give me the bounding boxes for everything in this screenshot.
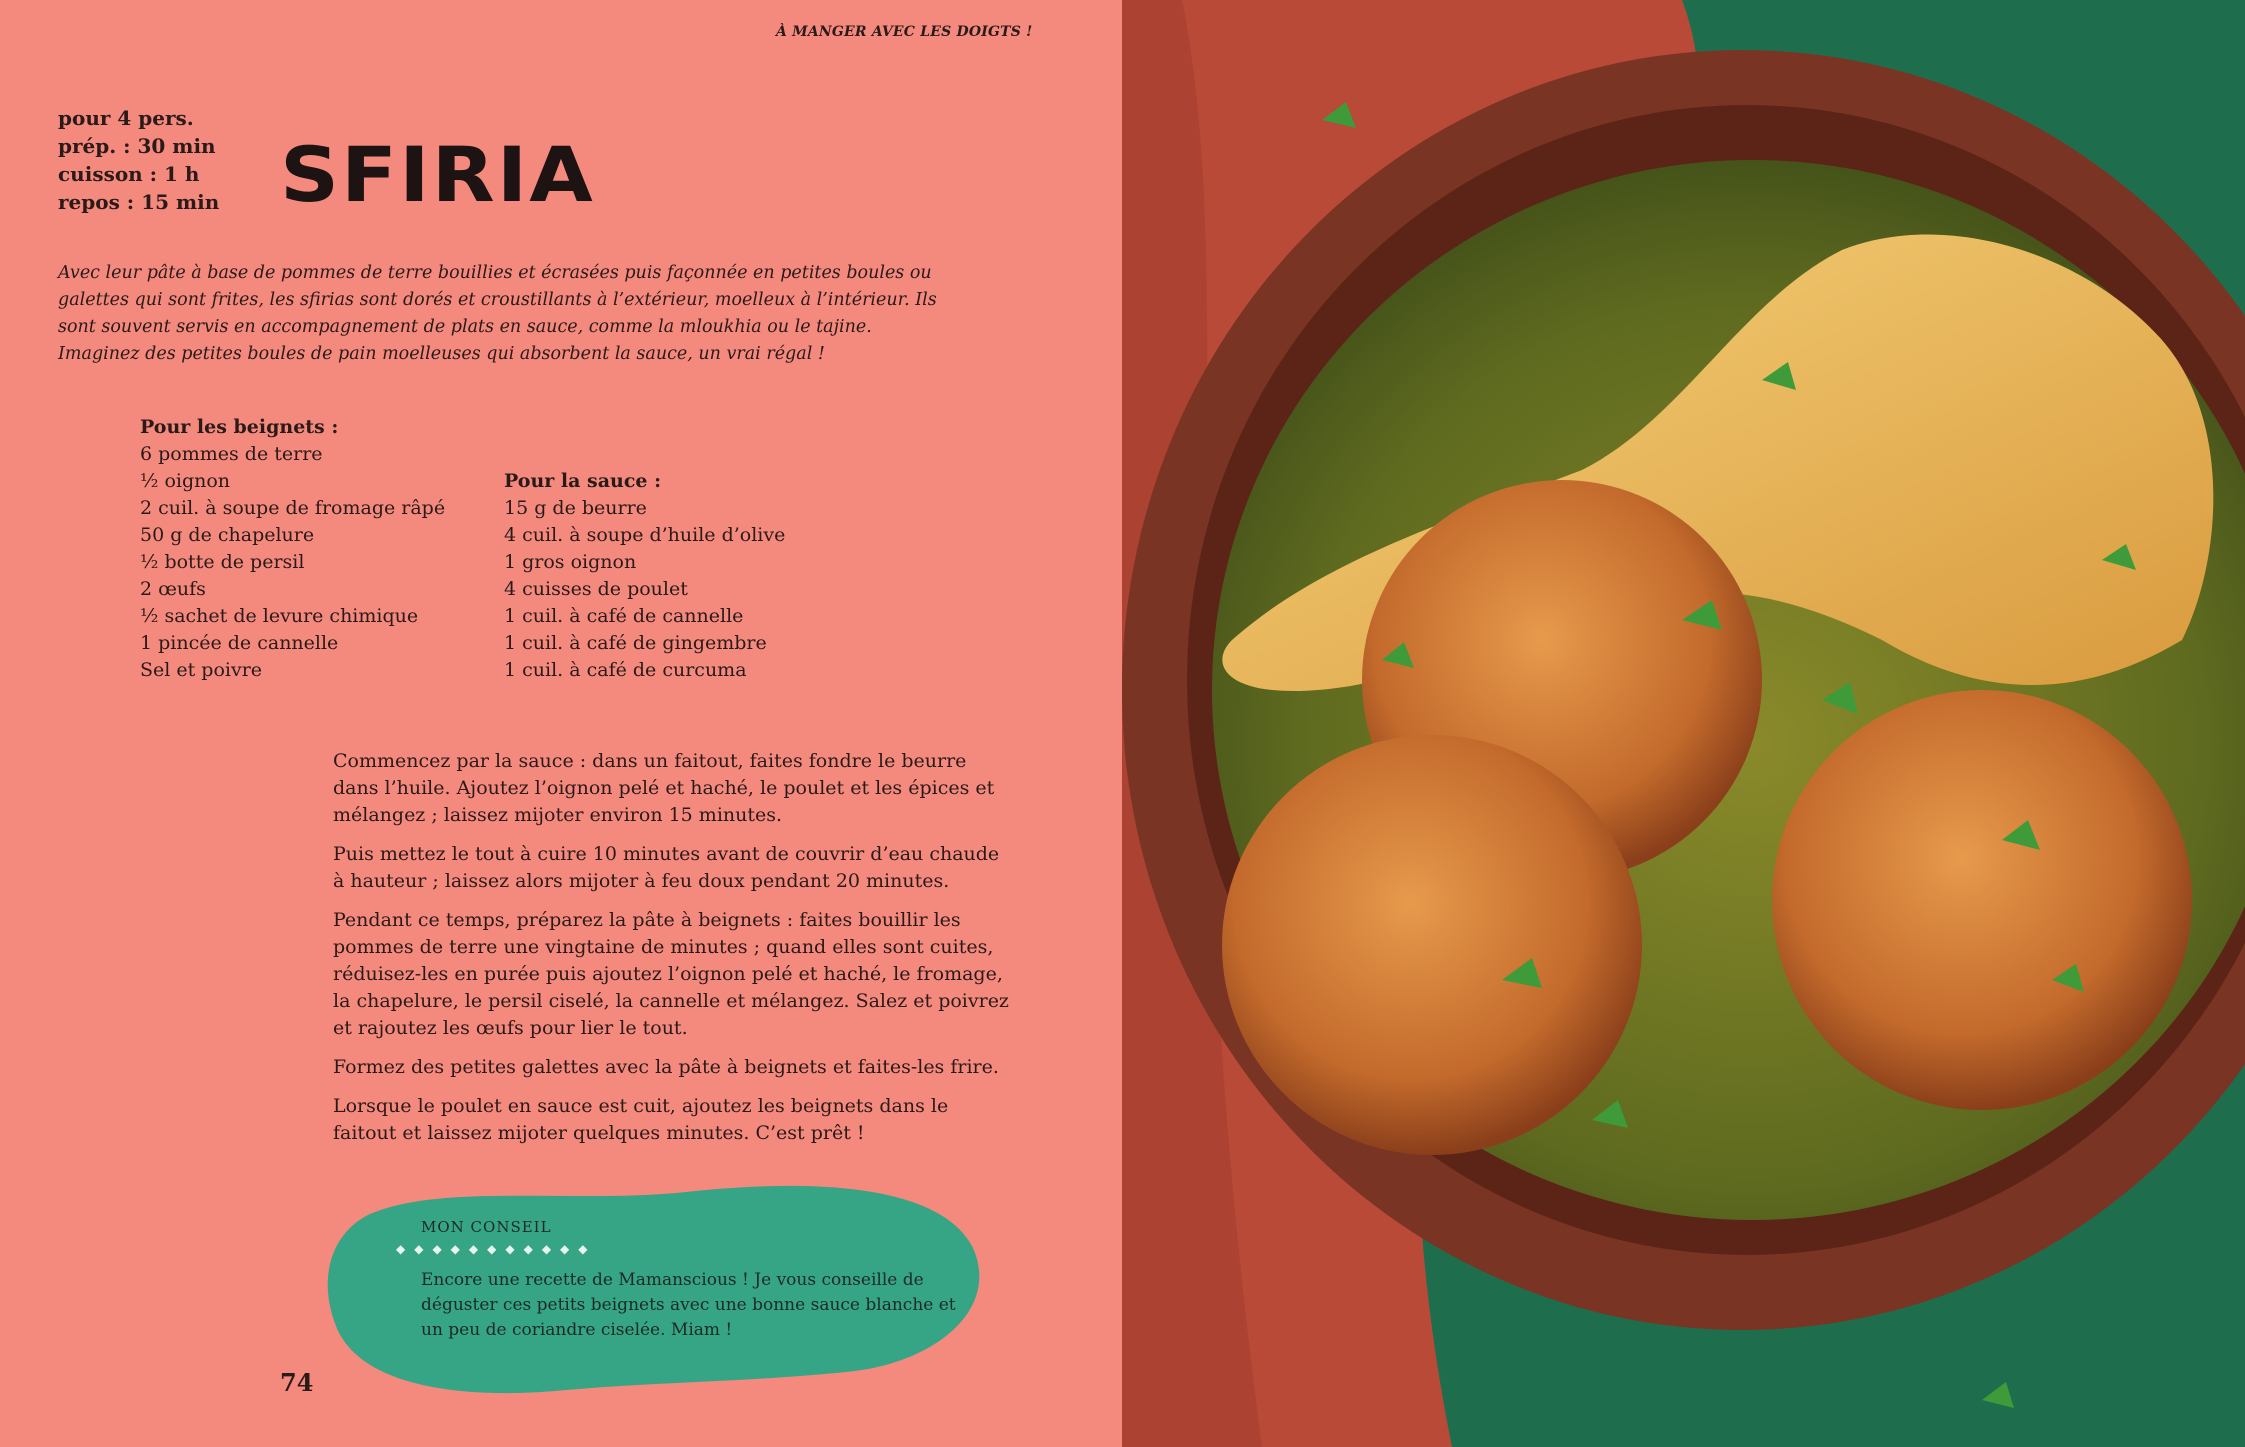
ingredient-item: 4 cuisses de poulet xyxy=(504,578,688,600)
ingredient-item: 4 cuil. à soupe d’huile d’olive xyxy=(504,524,786,546)
ingredients-heading: Pour la sauce : xyxy=(504,470,662,492)
ingredient-item: 1 cuil. à café de cannelle xyxy=(504,605,744,627)
fried-ball xyxy=(1222,735,1642,1155)
ingredient-item: 1 cuil. à café de gingembre xyxy=(504,632,767,654)
ingredient-item: 1 gros oignon xyxy=(504,551,637,573)
step-paragraph: Formez des petites galettes avec la pâte à beignets et faites-les frire. xyxy=(333,1056,999,1078)
tip-box xyxy=(326,1176,982,1398)
recipe-steps xyxy=(333,748,1013,1159)
cook-time: cuisson : 1 h xyxy=(58,162,200,186)
ingredient-item: ½ oignon xyxy=(140,470,231,492)
recipe-meta xyxy=(58,104,219,216)
sfiria-dish-illustration xyxy=(1122,0,2245,1447)
step-paragraph: Lorsque le poulet en sauce est cuit, ajoutez les beignets dans le faitout et laissez mijoter quelques minutes. C’est prêt ! xyxy=(333,1095,949,1144)
ingredient-item: 2 œufs xyxy=(140,578,206,600)
tip-dots-divider: ◆◆◆◆◆◆◆◆◆◆◆ xyxy=(396,1242,597,1256)
ingredients-beignets xyxy=(140,414,445,684)
tip-text: Encore une recette de Mamanscious ! Je vous conseille de déguster ces petits beignets avec une bonne sauce blanche et un peu de coriandre ciselée. Miam ! xyxy=(421,1270,956,1340)
recipe-title: SFIRIA xyxy=(280,132,595,220)
step-paragraph: Pendant ce temps, préparez la pâte à beignets : faites bouillir les pommes de terre une vingtaine de minutes ; quand elles sont cuites, réduisez-les en purée puis ajoutez l’oignon pelé et haché, le fromage, la chapelure, le persil ciselé, la cannelle et mélangez. Salez et poivrez et rajoutez les œufs pour lier le tout. xyxy=(333,909,1009,1039)
ingredient-item: 6 pommes de terre xyxy=(140,443,323,465)
ingredient-item: 2 cuil. à soupe de fromage râpé xyxy=(140,497,446,519)
step-paragraph: Commencez par la sauce : dans un faitout, faites fondre le beurre dans l’huile. Ajoutez l’oignon pelé et haché, le poulet et les épices et mélangez ; laissez mijoter environ 15 minutes. xyxy=(333,750,995,826)
recipe-intro: Avec leur pâte à base de pommes de terre bouillies et écrasées puis façonnée en petites boules ou galettes qui sont frites, les sfirias sont dorés et croustillants à l’extérieur, moelleux à l’intérieur. Ils sont souvent servis en accompagnement de plats en sauce, comme la mloukhia ou le tajine. Imaginez des petites boules de pain moelleuses qui absorbent la sauce, un vrai régal ! xyxy=(58,263,937,364)
page-number: 74 xyxy=(280,1368,314,1397)
fried-ball xyxy=(1772,690,2192,1110)
ingredient-item: 50 g de chapelure xyxy=(140,524,315,546)
ingredient-item: 1 cuil. à café de curcuma xyxy=(504,659,747,681)
ingredients-sauce xyxy=(504,468,785,684)
food-photo xyxy=(1122,0,2245,1447)
tip-label: MON CONSEIL xyxy=(421,1218,552,1236)
running-header: À MANGER AVEC LES DOIGTS ! xyxy=(776,24,1033,40)
ingredient-item: ½ botte de persil xyxy=(140,551,305,573)
ingredient-item: 1 pincée de cannelle xyxy=(140,632,339,654)
servings: pour 4 pers. xyxy=(58,106,194,130)
ingredient-item: ½ sachet de levure chimique xyxy=(140,605,419,627)
rest-time: repos : 15 min xyxy=(58,190,220,214)
ingredient-item: 15 g de beurre xyxy=(504,497,647,519)
ingredient-item: Sel et poivre xyxy=(140,659,263,681)
left-page xyxy=(0,0,1122,1447)
step-paragraph: Puis mettez le tout à cuire 10 minutes avant de couvrir d’eau chaude à hauteur ; laissez alors mijoter à feu doux pendant 20 minutes. xyxy=(333,843,1000,892)
prep-time: prép. : 30 min xyxy=(58,134,216,158)
ingredients-heading: Pour les beignets : xyxy=(140,416,339,438)
